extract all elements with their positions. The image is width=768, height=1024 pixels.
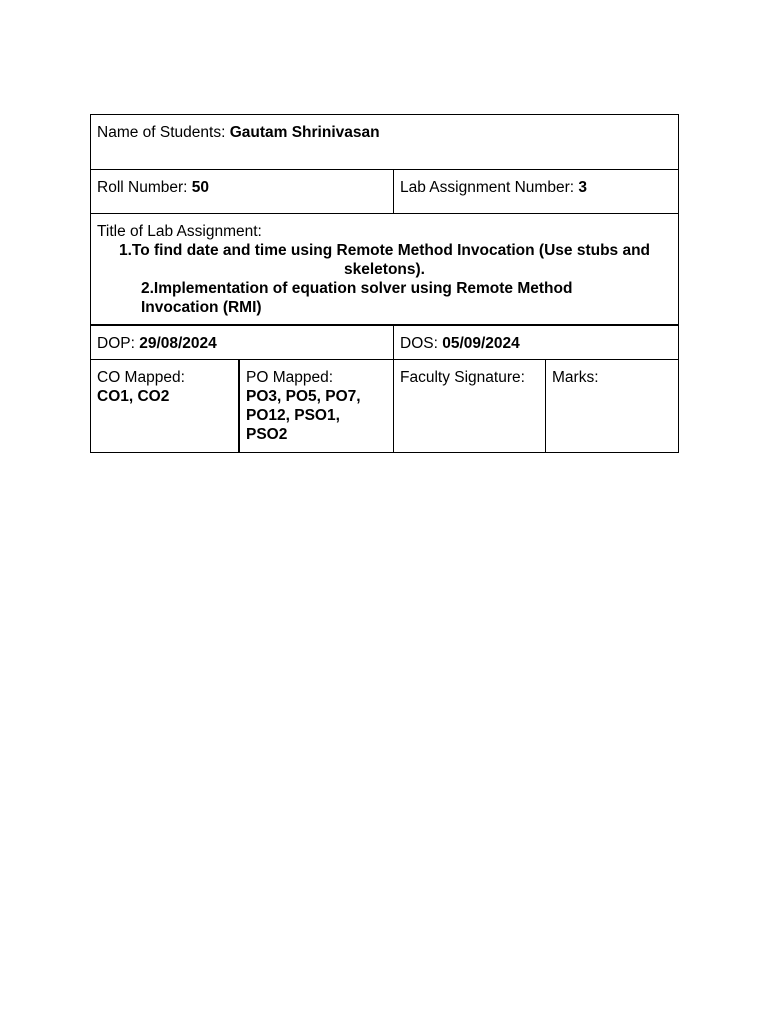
po-mapped-cell (238, 360, 393, 452)
students-value: Gautam Shrinivasan (229, 124, 380, 141)
students-label: Name of Students: (97, 124, 230, 141)
dop-value: 29/08/2024 (139, 335, 217, 352)
co-mapped-value: CO1, CO2 (97, 388, 170, 405)
students-cell (91, 115, 678, 169)
co-mapped-label: CO Mapped: (97, 369, 185, 386)
roll-cell (91, 170, 393, 213)
title-item-1: 1.To find date and time using Remote Method Invocation (Use stubs and skeletons). (118, 242, 651, 278)
dos-value: 05/09/2024 (442, 335, 520, 352)
marks-cell (545, 360, 678, 452)
title-row (91, 214, 678, 326)
co-mapped-cell (91, 360, 238, 452)
students-row (91, 115, 678, 170)
marks-label: Marks: (552, 369, 599, 386)
roll-value: 50 (191, 179, 209, 196)
title-item-2: 2.Implementation of equation solver using Remote Method Invocation (RMI) (141, 280, 573, 316)
roll-row (91, 170, 678, 214)
dates-row (91, 326, 678, 360)
faculty-signature-cell (393, 360, 545, 452)
mapping-row (91, 360, 678, 452)
dos-cell (393, 326, 678, 359)
dos-label: DOS: (400, 335, 443, 352)
lab-number-cell (393, 170, 678, 213)
lab-assignment-cover-table (90, 114, 679, 453)
title-items (97, 241, 672, 317)
faculty-signature-label: Faculty Signature: (400, 369, 525, 386)
dop-label: DOP: (97, 335, 140, 352)
po-mapped-value: PO3, PO5, PO7, PO12, PSO1, PSO2 (246, 388, 361, 443)
lab-number-value: 3 (578, 179, 587, 196)
po-mapped-label: PO Mapped: (246, 369, 334, 386)
title-cell (91, 214, 678, 324)
roll-label: Roll Number: (97, 179, 192, 196)
dop-cell (91, 326, 393, 359)
title-label: Title of Lab Assignment: (97, 223, 262, 240)
lab-number-label: Lab Assignment Number: (400, 179, 579, 196)
